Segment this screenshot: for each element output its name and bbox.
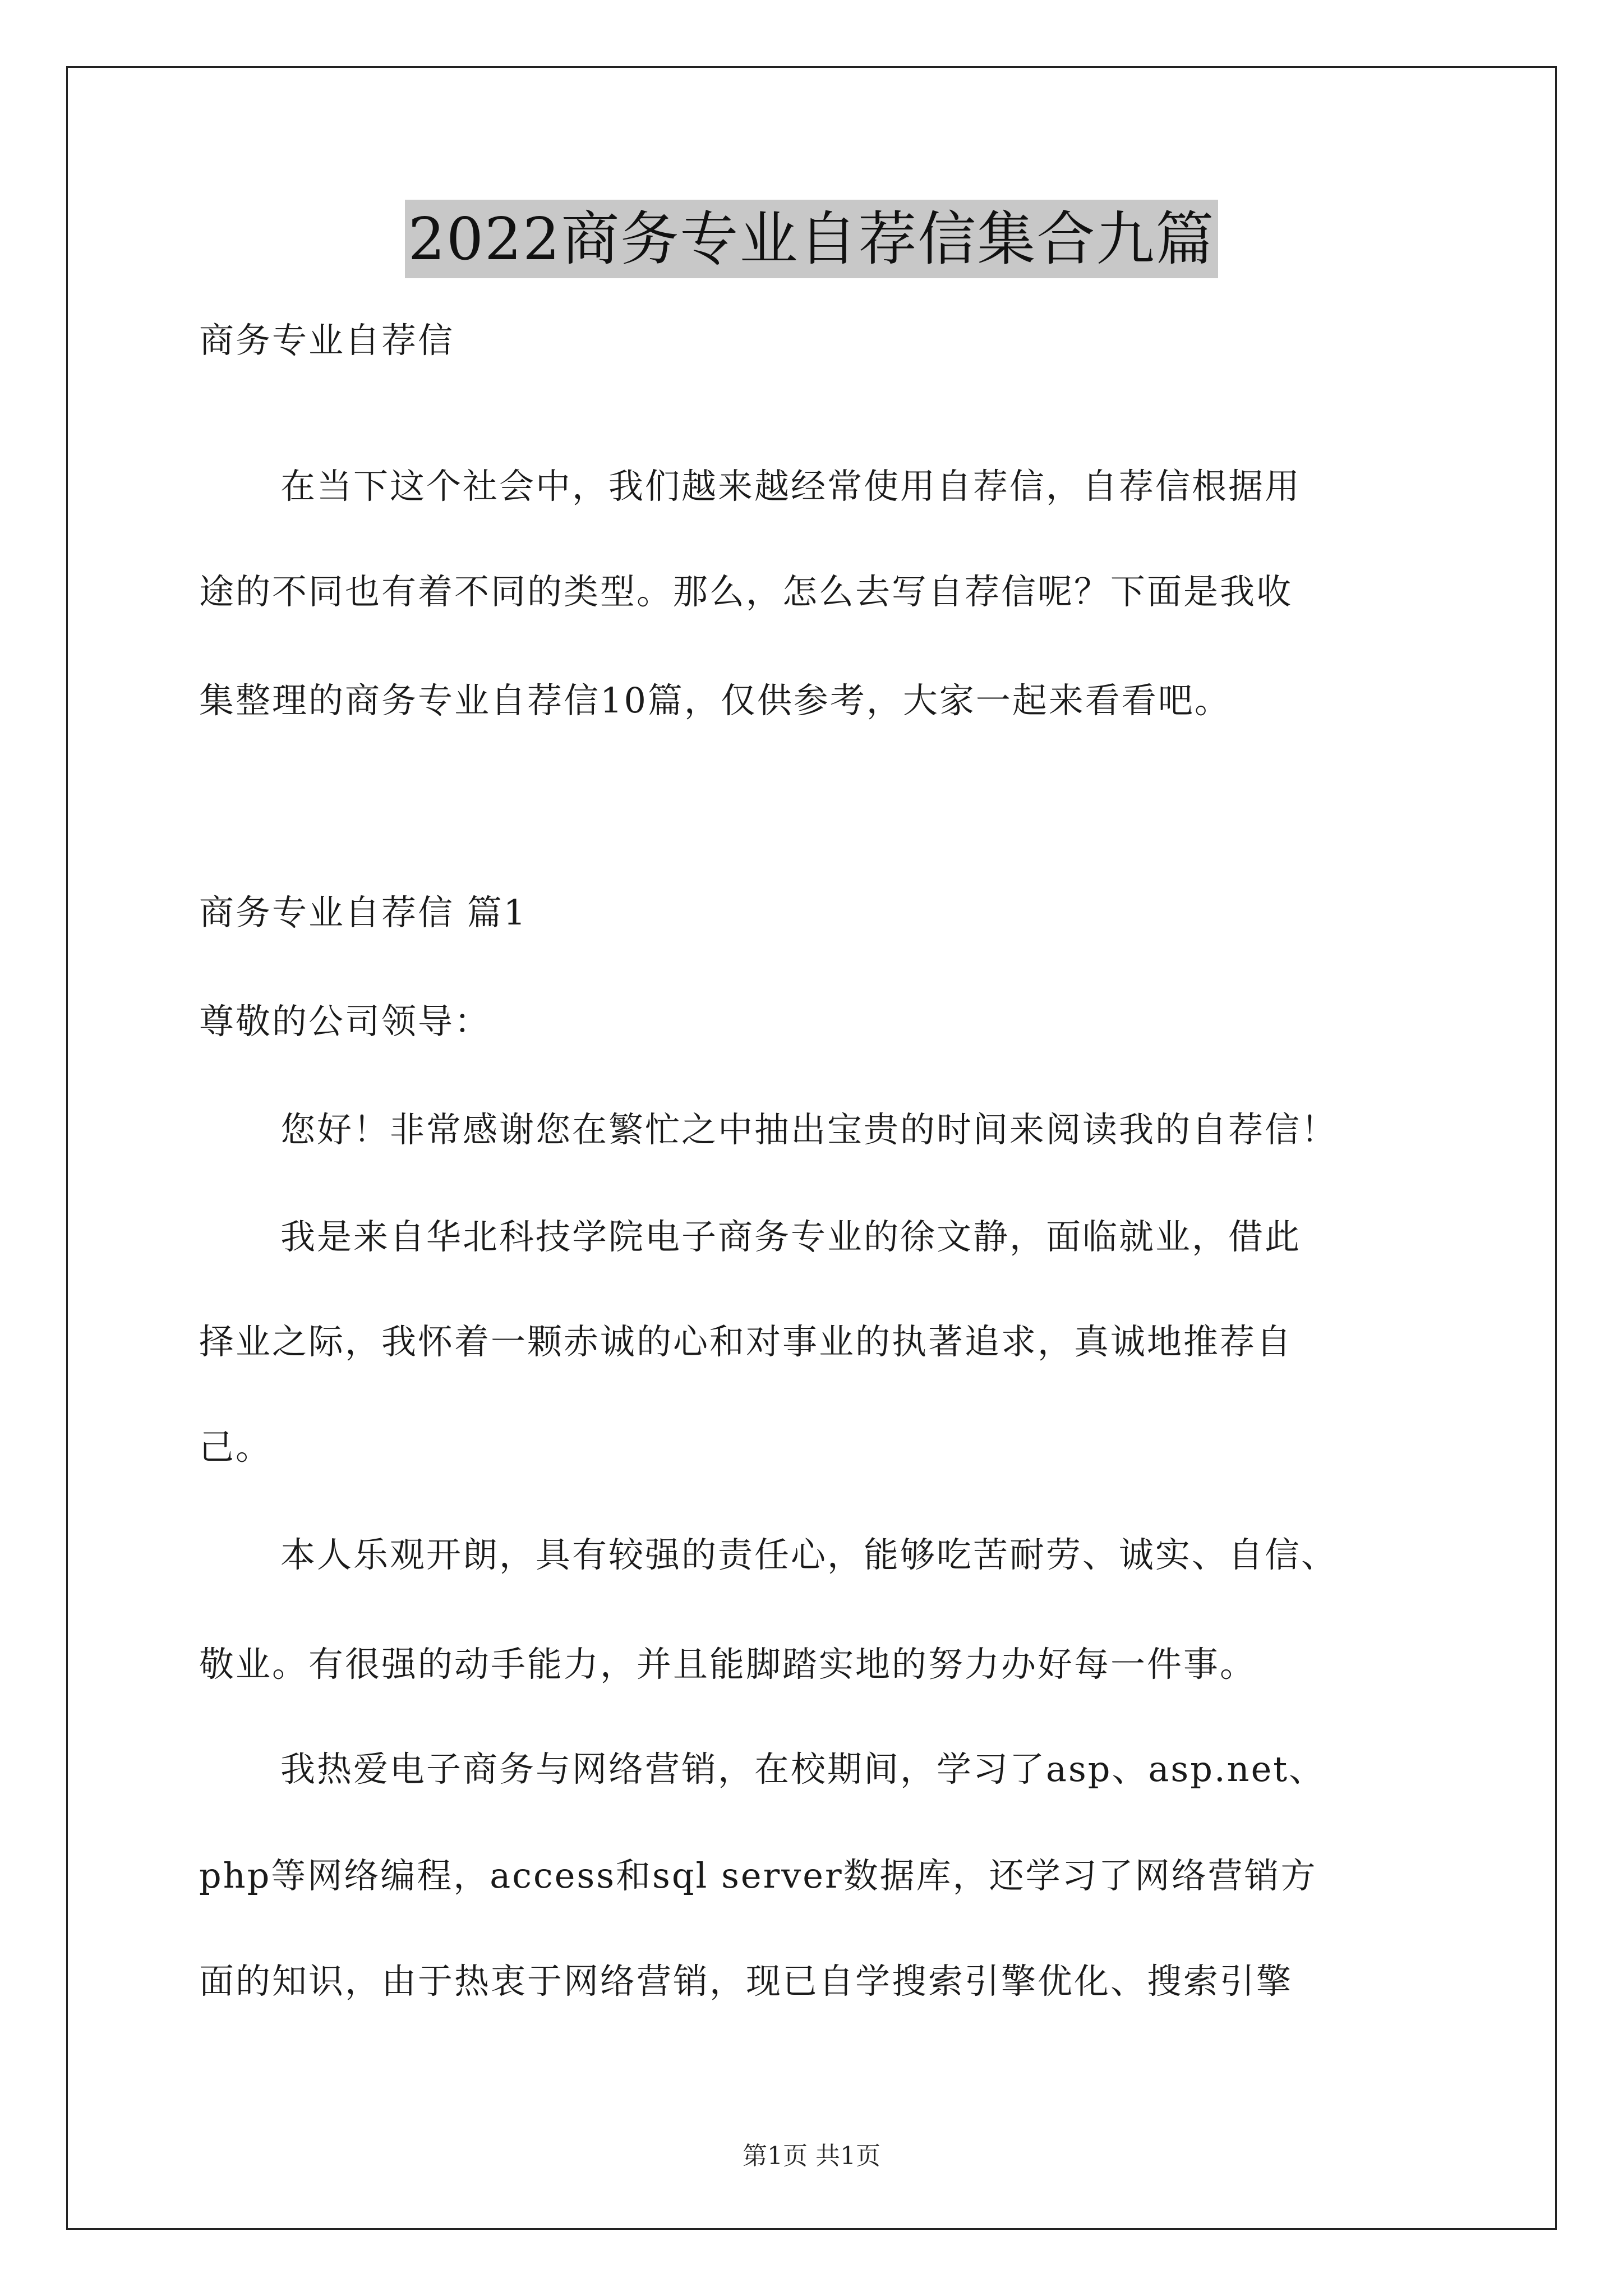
paragraph-line: 敬业。有很强的动手能力，并且能脚踏实地的努力办好每一件事。 <box>199 1644 1257 1685</box>
page-footer: 第1页 共1页 <box>743 2142 880 2170</box>
title-container <box>0 200 1623 278</box>
document-title: 2022商务专业自荐信集合九篇 <box>405 200 1219 278</box>
paragraph-line: 我是来自华北科技学院电子商务专业的徐文静，面临就业，借此 <box>280 1216 1302 1257</box>
paragraph-line: php等网络编程，access和sql server数据库，还学习了网络营销方 <box>199 1855 1317 1896</box>
paragraph-line: 在当下这个社会中，我们越来越经常使用自荐信，自荐信根据用 <box>280 466 1302 507</box>
paragraph-line: 择业之际，我怀着一颗赤诚的心和对事业的执著追求，真诚地推荐自 <box>199 1321 1293 1362</box>
paragraph-line: 我热爱电子商务与网络营销，在校期间，学习了asp、asp.net、 <box>280 1749 1326 1789</box>
section-heading: 商务专业自荐信 篇1 <box>199 892 528 933</box>
section-heading: 商务专业自荐信 <box>199 320 455 361</box>
paragraph-line: 己。 <box>199 1427 273 1467</box>
paragraph-line: 面的知识，由于热衷于网络营销，现已自学搜索引擎优化、搜索引擎 <box>199 1961 1293 2001</box>
paragraph-line: 您好！非常感谢您在繁忙之中抽出宝贵的时间来阅读我的自荐信！ <box>280 1109 1338 1150</box>
paragraph-line: 本人乐观开朗，具有较强的责任心，能够吃苦耐劳、诚实、自信、 <box>280 1534 1338 1575</box>
paragraph-line: 途的不同也有着不同的类型。那么，怎么去写自荐信呢？下面是我收 <box>199 571 1293 612</box>
salutation: 尊敬的公司领导： <box>199 1001 491 1042</box>
paragraph-line: 集整理的商务专业自荐信10篇，仅供参考，大家一起来看看吧。 <box>199 680 1231 721</box>
